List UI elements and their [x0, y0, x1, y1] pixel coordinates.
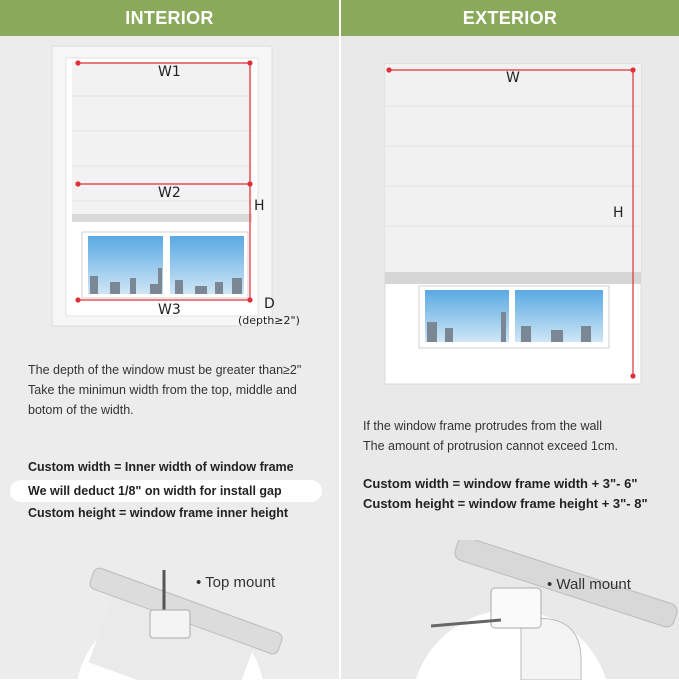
label-w: W [506, 70, 520, 86]
top-mount-label: • Top mount [196, 574, 276, 591]
wall-mount-text: Wall mount [556, 576, 631, 593]
label-w1: W1 [158, 64, 181, 80]
label-h: H [254, 198, 265, 214]
label-h-exterior: H [613, 205, 624, 221]
interior-rule-3: Custom height = window frame inner height [28, 506, 289, 520]
interior-header: INTERIOR [0, 0, 339, 36]
label-depth: (depth≥2") [238, 314, 300, 327]
interior-desc-2: Take the minimun width from the top, middle and [28, 383, 297, 397]
interior-desc-3: botom of the width. [28, 403, 134, 417]
label-w3: W3 [158, 302, 181, 318]
label-w2: W2 [158, 185, 181, 201]
exterior-desc-1: If the window frame protrudes from the wall [363, 419, 602, 433]
exterior-window-illustration [341, 36, 679, 396]
exterior-rule-1: Custom width = window frame width + 3"- 6" [363, 476, 638, 491]
wall-mount-bracket-illustration [341, 540, 679, 680]
label-d: D [264, 296, 275, 312]
interior-desc-1: The depth of the window must be greater than≥2" [28, 363, 302, 377]
exterior-header: EXTERIOR [341, 0, 679, 36]
exterior-panel [341, 0, 679, 679]
top-mount-bracket-illustration [0, 540, 339, 680]
interior-rule-1: Custom width = Inner width of window frame [28, 460, 294, 474]
interior-rule-2: We will deduct 1/8" on width for install gap [28, 484, 282, 498]
exterior-desc-2: The amount of protrusion cannot exceed 1cm. [363, 439, 619, 453]
interior-panel [0, 0, 339, 679]
exterior-rule-2: Custom height = window frame height + 3"- 8" [363, 496, 648, 511]
top-mount-text: Top mount [205, 574, 276, 591]
wall-mount-label: • Wall mount [547, 576, 631, 593]
